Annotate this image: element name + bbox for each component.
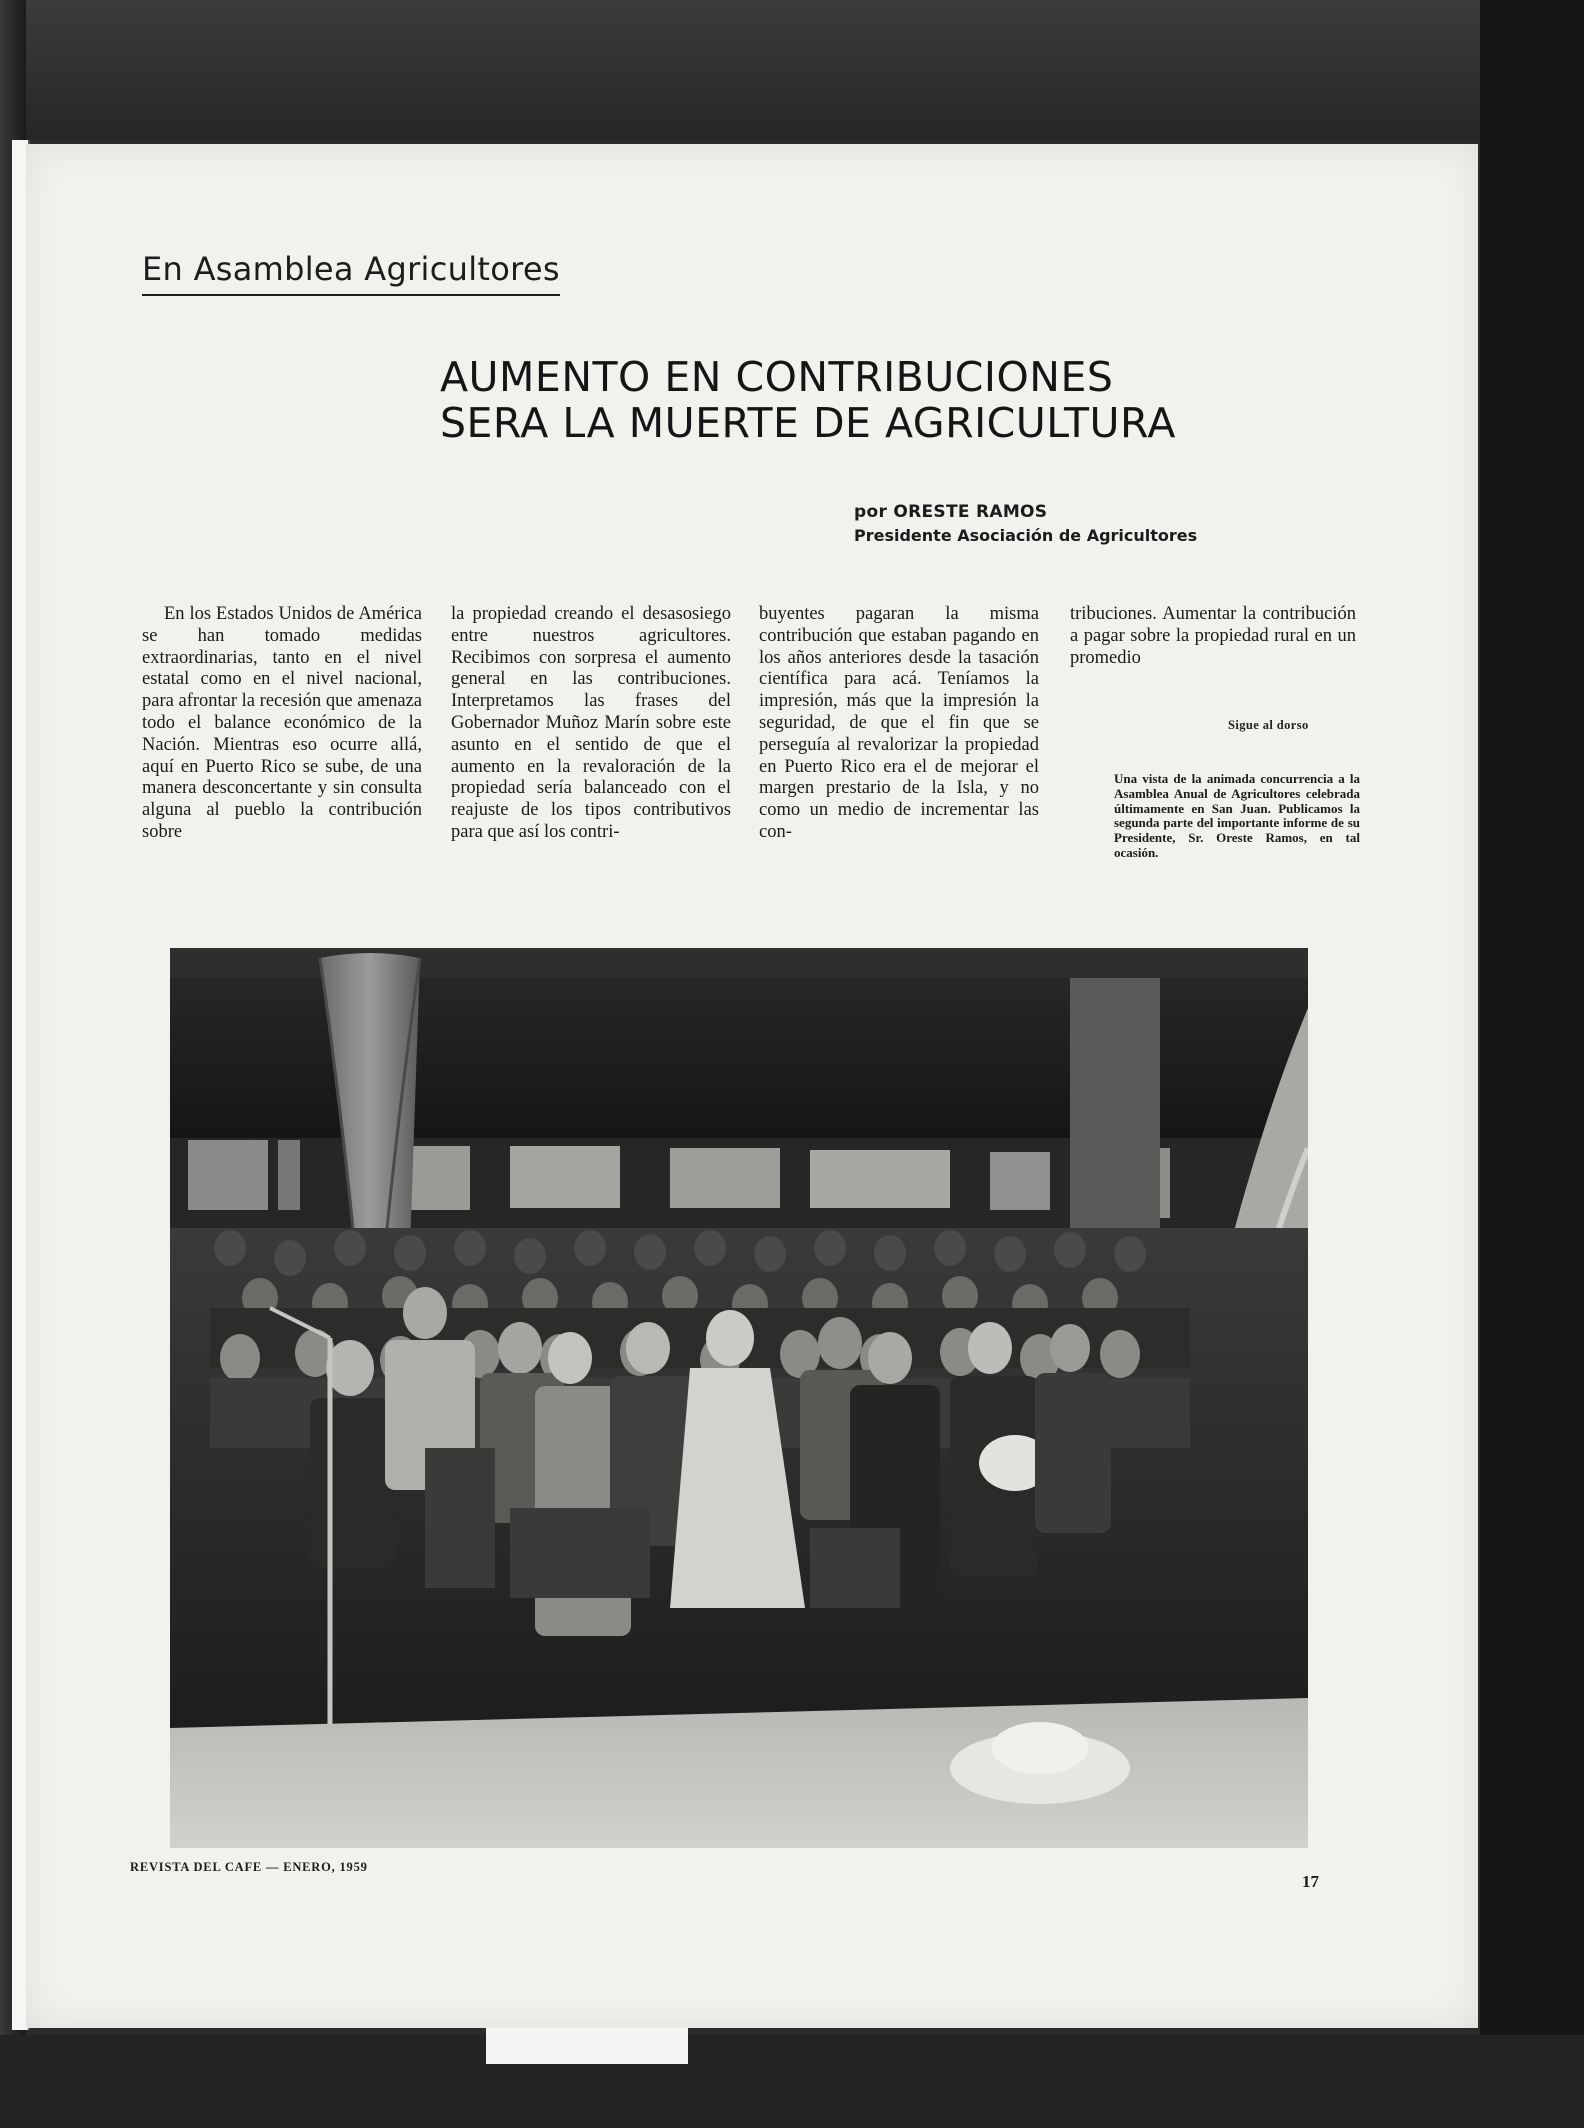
assembly-photo bbox=[170, 948, 1308, 1848]
article-column-4: tribuciones. Aumentar la contribución a pagar sobre la propiedad rural en un promedio bbox=[1070, 604, 1356, 668]
article-headline bbox=[440, 353, 1176, 447]
photo-caption: Una vista de la animada concurrencia a la Asamblea Anual de Agricultores celebrada últimamente en San Juan. Publicamos la segunda parte del importante informe de su Presidente, Sr. Oreste Ramos, en tal ocasión. bbox=[1114, 771, 1360, 860]
article-column-1: En los Estados Unidos de América se han tomado medidas extraordinarias, tanto en el nivel estatal como en el nivel nacional, para afrontar la recesión que amenaza todo el balance económico de la Nación. Mientras eso ocurre allá, aquí en Puerto Rico se sube, de una manera desconcertante y sin consulta alguna al pueblo la contribución sobre bbox=[142, 604, 422, 842]
headline-line-2: SERA LA MUERTE DE AGRICULTURA bbox=[440, 399, 1176, 447]
scan-background-right bbox=[1480, 0, 1584, 2128]
article-column-3: buyentes pagaran la misma contribución que estaban pagando en los años anteriores desde la tasación científica para acá. Teníamos la impresión, más que la impresión la seguridad, de que el fin que se perseguía al revalorizar la propiedad en Puerto Rico era el de mejorar el margen prestario de la Isla, y no como un medio de incrementar las con- bbox=[759, 604, 1039, 842]
byline-author: por ORESTE RAMOS bbox=[854, 502, 1048, 522]
byline bbox=[854, 500, 1197, 548]
continued-note: Sigue al dorso bbox=[1228, 718, 1309, 732]
section-title: En Asamblea Agricultores bbox=[142, 250, 560, 296]
page-footer: REVISTA DEL CAFE — ENERO, 1959 bbox=[130, 1860, 368, 1874]
page-number: 17 bbox=[1302, 1872, 1319, 1891]
scan-label-tab bbox=[486, 2028, 688, 2064]
scan-background-top bbox=[0, 0, 1584, 140]
magazine-page bbox=[26, 144, 1478, 2028]
byline-role: Presidente Asociación de Agricultores bbox=[854, 526, 1198, 545]
crowd-photo-illustration bbox=[170, 948, 1308, 1848]
headline-line-1: AUMENTO EN CONTRIBUCIONES bbox=[440, 353, 1114, 401]
article-column-2: la propiedad creando el desasosiego entre nuestros agricultores. Recibimos con sorpresa el aumento general en las contribuciones. Interpretamos las frases del Gobernador Muñoz Marín sobre este asunto en el sentido de que el aumento en la revaloración de la propiedad sería balanceado con el reajuste de los tipos contributivos para que así los contri- bbox=[451, 604, 731, 842]
scan-background-bottom bbox=[0, 2035, 1584, 2128]
